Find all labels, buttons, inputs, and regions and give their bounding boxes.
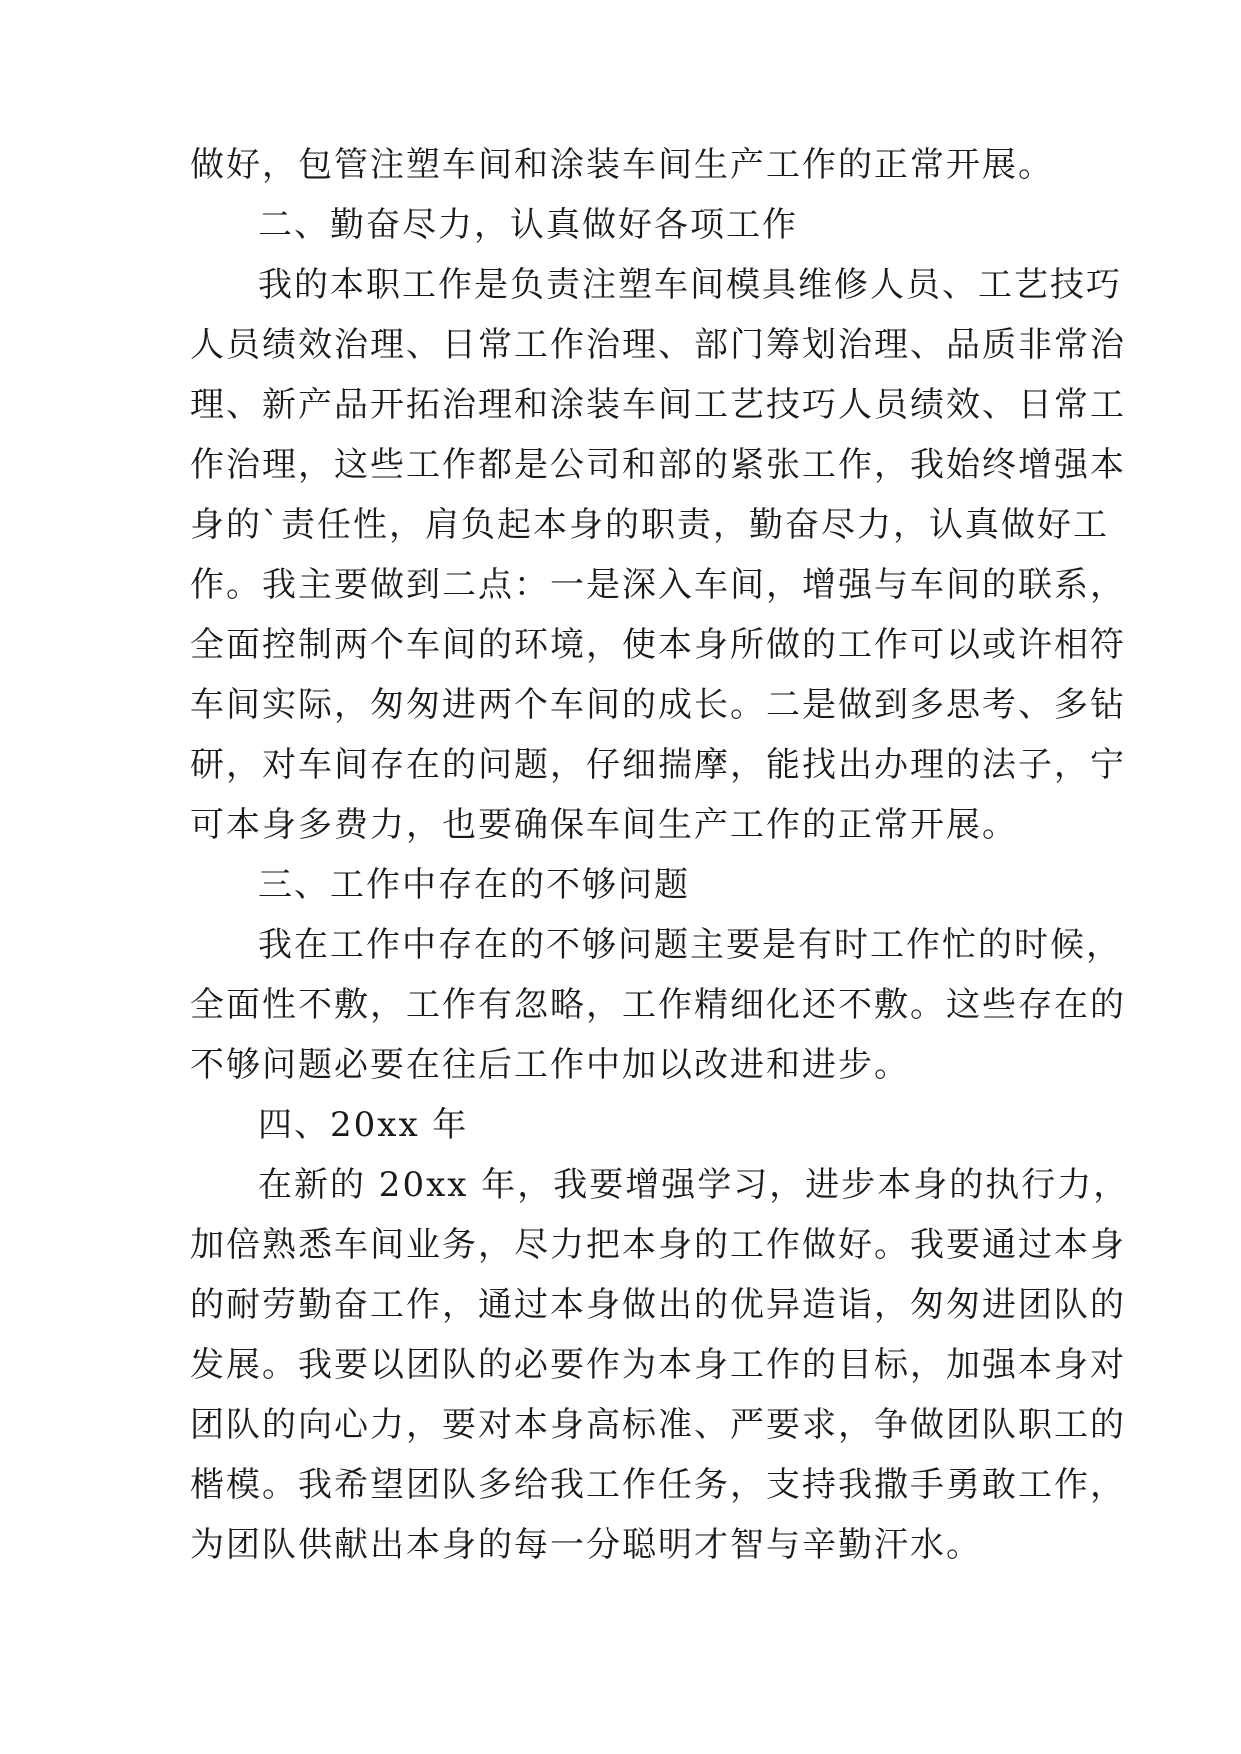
text-line: 为团队供献出本身的每一分聪明才智与辛勤汗水。: [190, 1525, 982, 1565]
text-line: 研，对车间存在的问题，仔细揣摩，能找出办理的法子，宁: [190, 745, 1126, 785]
text-line: 发展。我要以团队的必要作为本身工作的目标，加强本身对: [190, 1345, 1126, 1385]
section-heading: 四、20xx 年: [258, 1105, 469, 1145]
paragraph-first-line: 我在工作中存在的不够问题主要是有时工作忙的时候，: [258, 925, 1122, 965]
text-line: 身的`责任性，肩负起本身的职责，勤奋尽力，认真做好工: [190, 505, 1109, 545]
paragraph-first-line: 在新的 20xx 年，我要增强学习，进步本身的执行力，: [258, 1165, 1130, 1205]
section-heading: 二、勤奋尽力，认真做好各项工作: [258, 205, 798, 245]
text-line: 理、新产品开拓治理和涂装车间工艺技巧人员绩效、日常工: [190, 385, 1126, 425]
text-line: 作。我主要做到二点：一是深入车间，增强与车间的联系，: [190, 565, 1126, 605]
text-line: 加倍熟悉车间业务，尽力把本身的工作做好。我要通过本身: [190, 1225, 1126, 1265]
text-line: 全面控制两个车间的环境，使本身所做的工作可以或许相符: [190, 625, 1126, 665]
text-line: 团队的向心力，要对本身高标准、严要求，争做团队职工的: [190, 1405, 1126, 1445]
text-line: 全面性不敷，工作有忽略，工作精细化还不敷。这些存在的: [190, 985, 1126, 1025]
text-line: 可本身多费力，也要确保车间生产工作的正常开展。: [190, 805, 1018, 845]
text-line: 作治理，这些工作都是公司和部的紧张工作，我始终增强本: [190, 445, 1126, 485]
text-line: 做好，包管注塑车间和涂装车间生产工作的正常开展。: [190, 145, 1054, 185]
text-line: 车间实际，匆匆进两个车间的成长。二是做到多思考、多钻: [190, 685, 1126, 725]
text-line: 不够问题必要在往后工作中加以改进和进步。: [190, 1045, 910, 1085]
text-line: 人员绩效治理、日常工作治理、部门筹划治理、品质非常治: [190, 325, 1126, 365]
text-line: 楷模。我希望团队多给我工作任务，支持我撒手勇敢工作，: [190, 1465, 1126, 1505]
paragraph-first-line: 我的本职工作是负责注塑车间模具维修人员、工艺技巧: [258, 265, 1122, 305]
section-heading: 三、工作中存在的不够问题: [258, 865, 690, 905]
text-line: 的耐劳勤奋工作，通过本身做出的优异造诣，匆匆进团队的: [190, 1285, 1126, 1325]
